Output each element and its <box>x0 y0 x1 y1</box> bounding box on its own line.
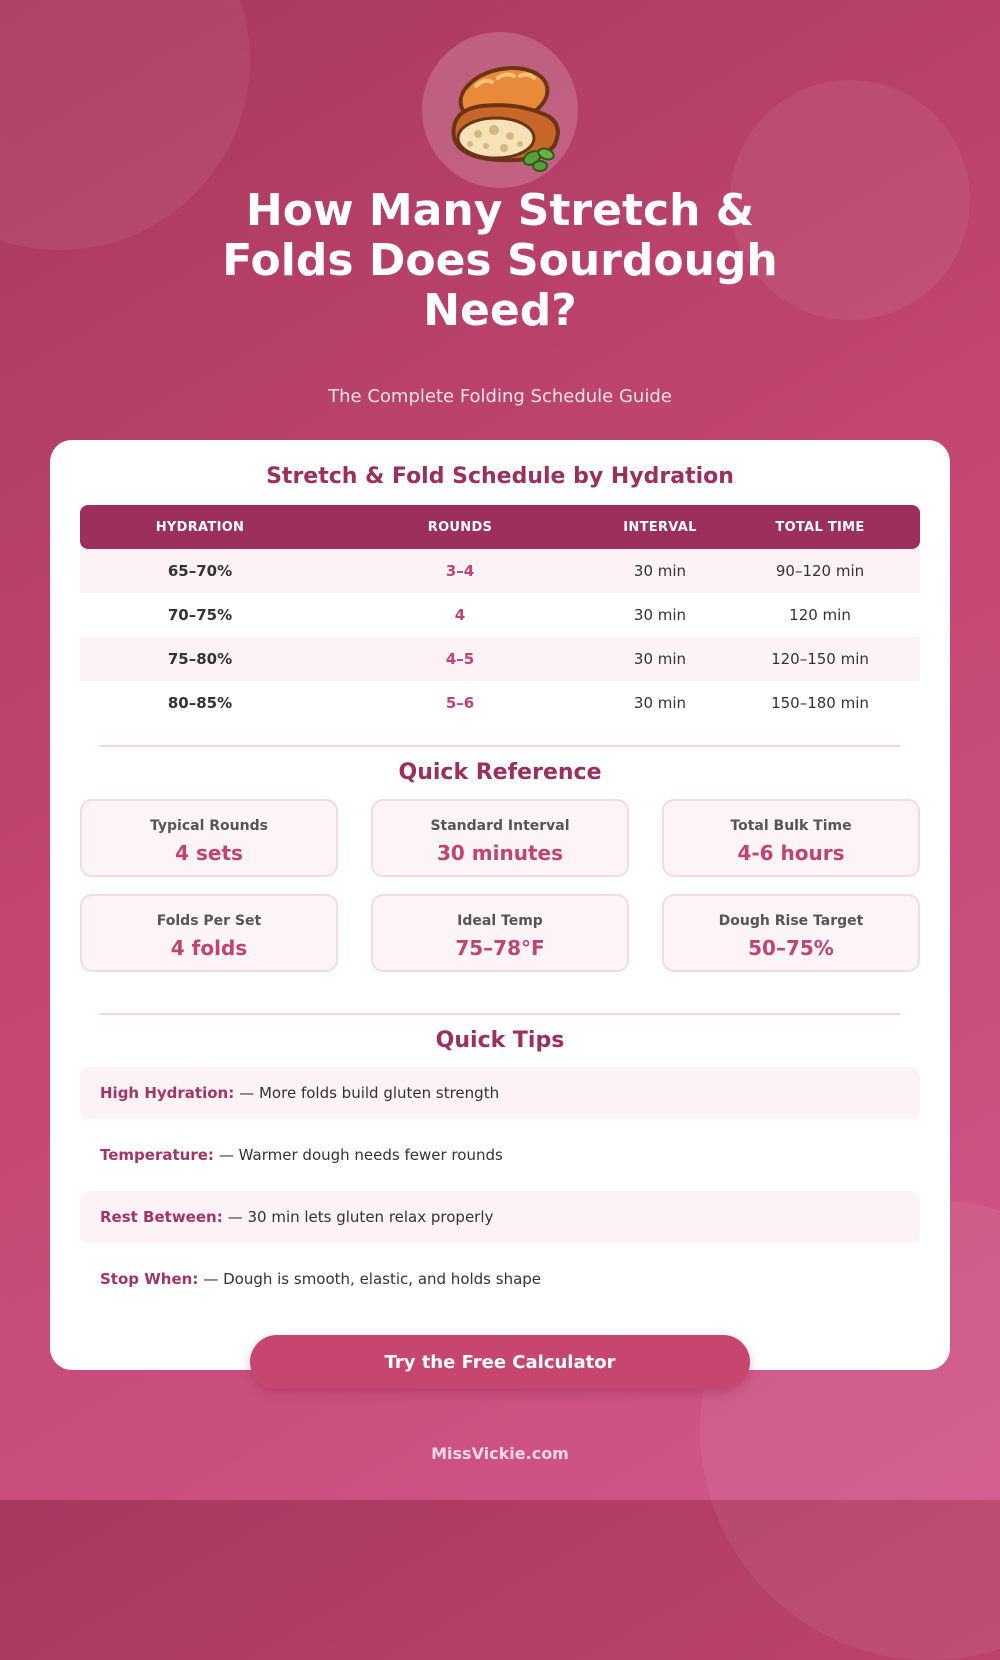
rounds-cell: 4–5 <box>445 650 475 668</box>
column-header: TOTAL TIME <box>775 519 865 535</box>
section-divider <box>100 1013 900 1015</box>
bread-icon <box>436 46 564 174</box>
total-time-cell: 120 min <box>789 606 851 624</box>
calculator-button[interactable]: Try the Free Calculator <box>250 1335 750 1389</box>
column-header: ROUNDS <box>427 519 493 535</box>
table-row <box>80 637 920 681</box>
stat-label: Standard Interval <box>430 818 570 834</box>
tip-item <box>80 1067 920 1119</box>
rounds-cell: 4 <box>454 606 466 624</box>
quick-tips-title: Quick Tips <box>435 1028 565 1053</box>
interval-cell: 30 min <box>633 606 687 624</box>
hydration-cell: 65–70% <box>167 562 233 580</box>
interval-cell: 30 min <box>633 694 687 712</box>
tip-key: Stop When: <box>100 1270 199 1288</box>
schedule-table <box>80 505 920 725</box>
stat-card <box>662 799 920 877</box>
page-title: How Many Stretch & Folds Does Sourdough Need? <box>222 185 778 336</box>
total-time-cell: 90–120 min <box>775 562 865 580</box>
tip-text: — 30 min lets gluten relax properly <box>227 1208 494 1226</box>
total-time-cell: 150–180 min <box>771 694 869 712</box>
page-subtitle: The Complete Folding Schedule Guide <box>328 386 672 407</box>
stat-value: 75–78°F <box>455 936 545 960</box>
hydration-cell: 80–85% <box>167 694 233 712</box>
tip-key: High Hydration: <box>100 1084 235 1102</box>
table-row <box>80 549 920 593</box>
stat-value: 4 folds <box>170 936 248 960</box>
footer-brand[interactable]: MissVickie.com <box>431 1444 569 1463</box>
schedule-title: Stretch & Fold Schedule by Hydration <box>266 464 734 489</box>
table-row <box>80 681 920 725</box>
tip-item <box>80 1129 920 1181</box>
stat-card <box>371 799 629 877</box>
stat-label: Typical Rounds <box>150 818 268 834</box>
stat-value: 30 minutes <box>437 841 563 865</box>
stat-value: 4-6 hours <box>737 841 845 865</box>
tip-key: Rest Between: <box>100 1208 223 1226</box>
stat-card <box>80 894 338 972</box>
stat-label: Dough Rise Target <box>718 913 864 929</box>
interval-cell: 30 min <box>633 562 687 580</box>
tip-text: — Warmer dough needs fewer rounds <box>218 1146 503 1164</box>
total-time-cell: 120–150 min <box>771 650 869 668</box>
quick-reference-title: Quick Reference <box>398 760 602 785</box>
stat-value: 4 sets <box>175 841 243 865</box>
section-divider <box>100 745 900 747</box>
hydration-cell: 70–75% <box>167 606 233 624</box>
bread-logo <box>422 32 578 188</box>
column-header: HYDRATION <box>155 519 245 535</box>
tip-key: Temperature: <box>100 1146 214 1164</box>
rounds-cell: 5–6 <box>445 694 475 712</box>
rounds-cell: 3–4 <box>445 562 475 580</box>
tip-item <box>80 1253 920 1305</box>
stat-card <box>662 894 920 972</box>
stat-card <box>80 799 338 877</box>
hydration-cell: 75–80% <box>167 650 233 668</box>
tip-text: — Dough is smooth, elastic, and holds shape <box>203 1270 542 1288</box>
tip-item <box>80 1191 920 1243</box>
stat-value: 50–75% <box>748 936 834 960</box>
table-row <box>80 593 920 637</box>
interval-cell: 30 min <box>633 650 687 668</box>
table-header <box>80 505 920 549</box>
tip-text: — More folds build gluten strength <box>239 1084 500 1102</box>
column-header: INTERVAL <box>623 519 697 535</box>
stat-card <box>371 894 629 972</box>
stat-label: Folds Per Set <box>156 913 262 929</box>
stat-label: Total Bulk Time <box>730 818 852 834</box>
stat-label: Ideal Temp <box>457 913 543 929</box>
content-card <box>50 440 950 1370</box>
